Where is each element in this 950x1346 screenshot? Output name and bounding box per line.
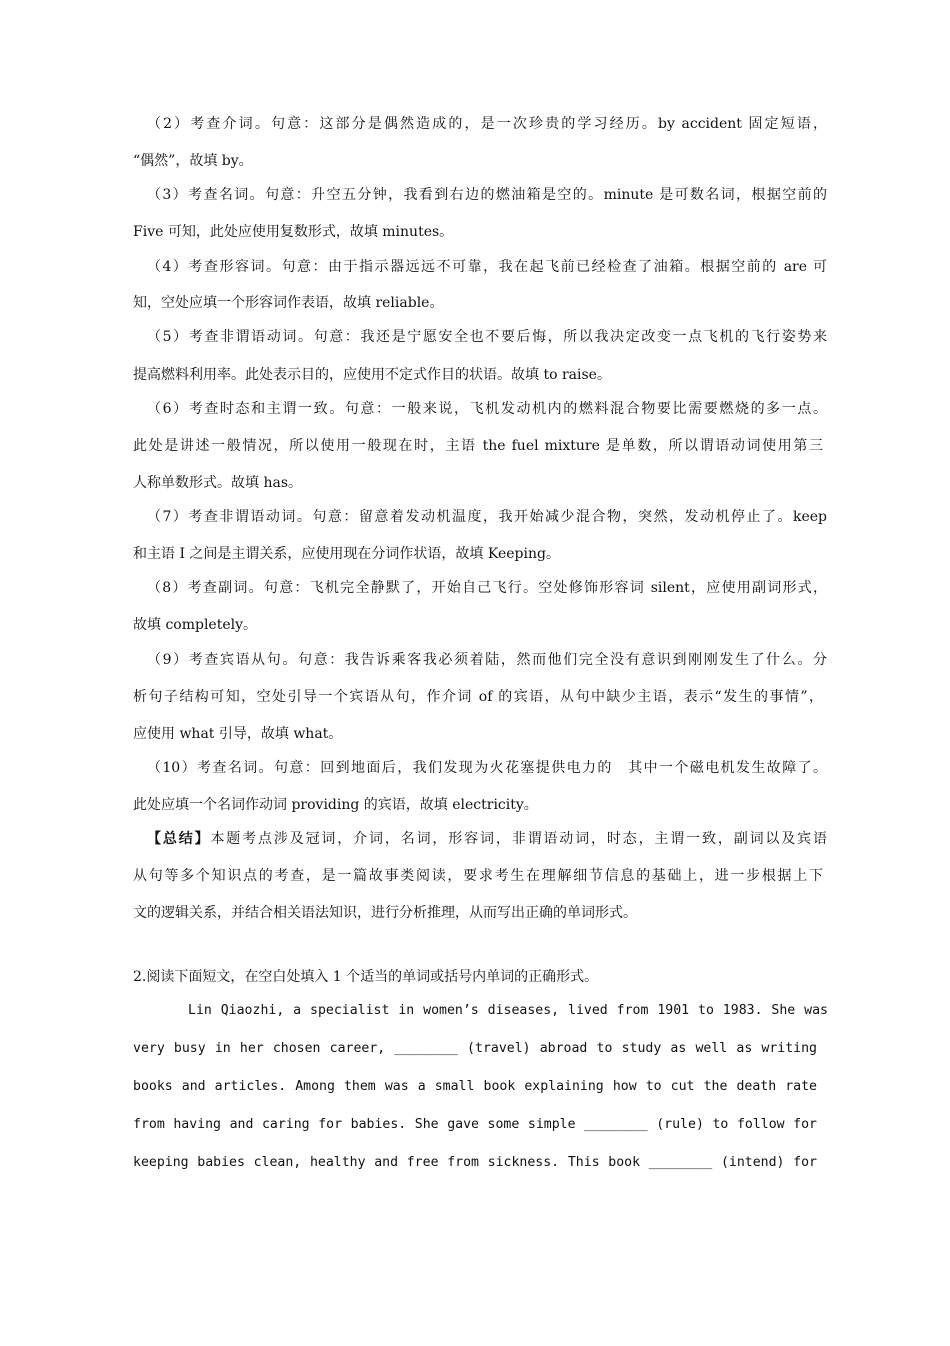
summary-line-2: 从句等多个知识点的考查，是一篇故事类阅读，要求考生在理解细节信息的基础上，进一步根据上下 xyxy=(133,868,823,884)
explanation-3-line-2: Five 可知，此处应使用复数形式，故填 minutes。 xyxy=(133,224,454,240)
passage-line-3: books and articles. Among them was a small book explaining how to cut the death rate xyxy=(133,1079,817,1094)
explanation-6-line-1: （6）考查时态和主谓一致。句意：一般来说，飞机发动机内的燃料混合物要比需要燃烧的多一点。 xyxy=(147,401,827,417)
explanation-6-line-3: 人称单数形式。故填 has。 xyxy=(133,475,302,491)
explanation-10-line-1: （10）考查名词。句意：回到地面后，我们发现为火花塞提供电力的 其中一个磁电机发生故障了。 xyxy=(147,760,827,776)
explanation-2-line-1: （2）考查介词。句意：这部分是偶然造成的，是一次珍贵的学习经历。by accident 固定短语， xyxy=(147,116,827,132)
question-title: 2.阅读下面短文，在空白处填入 1 个适当的单词或括号内单词的正确形式。 xyxy=(133,969,599,985)
passage-line-2: very busy in her chosen career, ________ (travel) abroad to study as well as writing xyxy=(133,1041,817,1056)
explanation-4-line-1: （4）考查形容词。句意：由于指示器远远不可靠，我在起飞前已经检查了油箱。根据空前的 are 可 xyxy=(147,259,827,275)
explanation-7-line-1: （7）考查非谓语动词。句意：留意着发动机温度，我开始减少混合物，突然，发动机停止了。keep xyxy=(147,509,827,525)
explanation-2-line-2: “偶然”，故填 by。 xyxy=(133,153,253,169)
explanation-8-line-2: 故填 completely。 xyxy=(133,617,258,633)
explanation-6-line-2: 此处是讲述一般情况，所以使用一般现在时，主语 the fuel mixture 是单数，所以谓语动词使用第三 xyxy=(133,438,823,454)
summary-line-1 xyxy=(147,829,827,849)
summary-label: 【总结】 xyxy=(147,831,211,847)
explanation-10-line-2: 此处应填一个名词作动词 providing 的宾语，故填 electricity。 xyxy=(133,797,538,813)
summary-text-1: 本题考点涉及冠词，介词，名词，形容词，非谓语动词，时态，主谓一致，副词以及宾语 xyxy=(210,831,827,847)
passage-line-1: Lin Qiaozhi, a specialist in women’s diseases, lived from 1901 to 1983. She was xyxy=(188,1003,828,1018)
explanation-5-line-1: （5）考查非谓语动词。句意：我还是宁愿安全也不要后悔，所以我决定改变一点飞机的飞行姿势来 xyxy=(147,329,827,345)
explanation-9-line-3: 应使用 what 引导，故填 what。 xyxy=(133,726,343,742)
explanation-3-line-1: （3）考查名词。句意：升空五分钟，我看到右边的燃油箱是空的。minute 是可数名词，根据空前的 xyxy=(147,187,827,203)
explanation-7-line-2: 和主语 I 之间是主谓关系，应使用现在分词作状语，故填 Keeping。 xyxy=(133,546,560,562)
passage-line-4: from having and caring for babies. She gave some simple ________ (rule) to follow for xyxy=(133,1117,817,1132)
explanation-9-line-2: 析句子结构可知，空处引导一个宾语从句，作介词 of 的宾语，从句中缺少主语，表示“发生的事情”， xyxy=(133,689,823,705)
explanation-4-line-2: 知，空处应填一个形容词作表语，故填 reliable。 xyxy=(133,295,444,311)
passage-line-5: keeping babies clean, healthy and free from sickness. This book ________ (intend) for xyxy=(133,1155,817,1170)
summary-line-3: 文的逻辑关系，并结合相关语法知识，进行分析推理，从而写出正确的单词形式。 xyxy=(133,905,637,921)
explanation-8-line-1: （8）考查副词。句意：飞机完全静默了，开始自己飞行。空处修饰形容词 silent，应使用副词形式， xyxy=(147,580,827,596)
explanation-9-line-1: （9）考查宾语从句。句意：我告诉乘客我必须着陆，然而他们完全没有意识到刚刚发生了什么。分 xyxy=(147,652,827,668)
explanation-5-line-2: 提高燃料利用率。此处表示目的，应使用不定式作目的状语。故填 to raise。 xyxy=(133,367,611,383)
